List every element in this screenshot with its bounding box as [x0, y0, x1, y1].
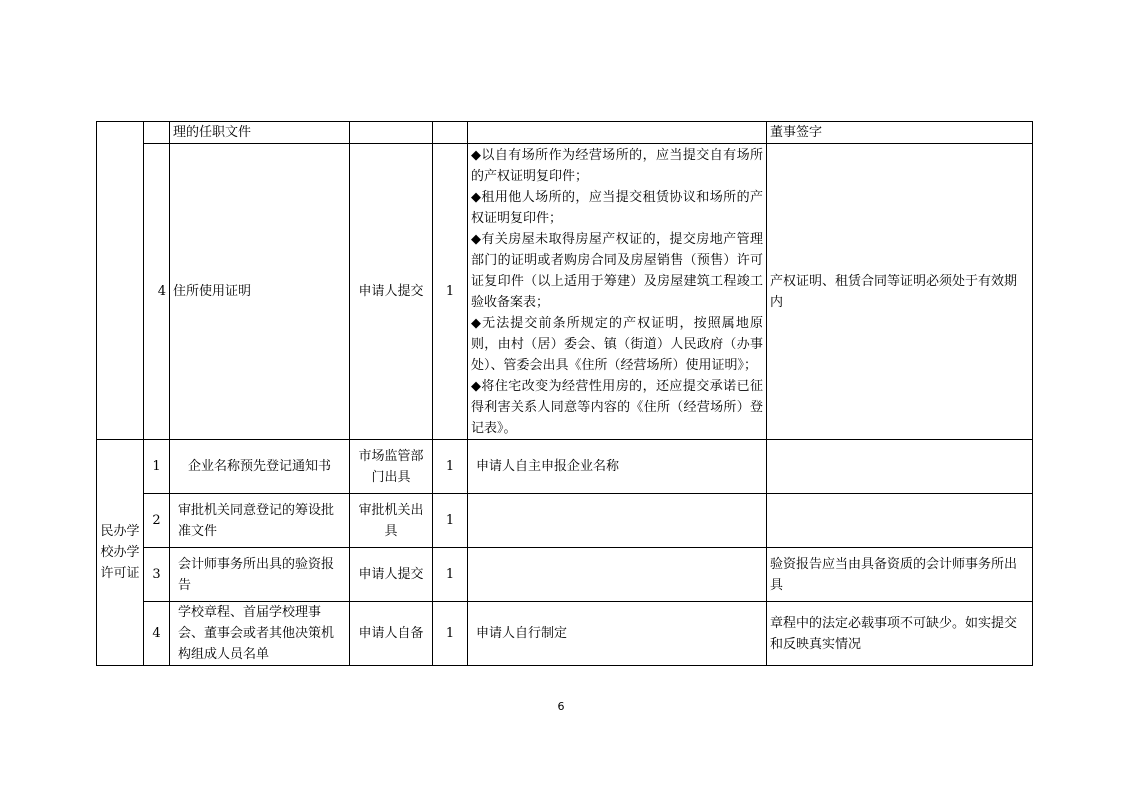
source-cell: 申请人提交 [350, 548, 433, 602]
requirement-item: ◆租用他人场所的，应当提交租赁协议和场所的产权证明复印件； [471, 189, 763, 226]
page-number: 6 [557, 700, 565, 713]
count-cell: 1 [433, 548, 468, 602]
requirement-cell [468, 494, 767, 548]
residence-row [97, 144, 1033, 440]
count-cell: 1 [433, 494, 468, 548]
count-cell: 1 [433, 602, 468, 666]
remark-cell [767, 494, 1033, 548]
source-cell [350, 122, 433, 144]
count-cell [433, 122, 468, 144]
category-cell-empty [97, 122, 144, 440]
remark-cell: 章程中的法定必载事项不可缺少。如实提交和反映真实情况 [767, 602, 1033, 666]
number-cell: 4 [144, 144, 170, 440]
requirement-item: ◆无法提交前条所规定的产权证明，按照属地原则，由村（居）委会、镇（街道）人民政府（办事处）、管委会出具《住所（经营场所）使用证明》； [471, 315, 763, 373]
number-cell: 2 [144, 494, 170, 548]
material-cell: 住所使用证明 [170, 144, 350, 440]
requirement-cell: 申请人自主申报企业名称 [468, 440, 767, 494]
material-cell: 会计师事务所出具的验资报告 [170, 548, 350, 602]
requirement-item: ◆将住宅改变为经营性用房的，还应提交承诺已征得利害关系人同意等内容的《住所（经营场所）登记表》。 [471, 378, 763, 436]
source-cell: 市场监管部门出具 [350, 440, 433, 494]
source-cell: 申请人自备 [350, 602, 433, 666]
requirement-cell [468, 122, 767, 144]
table-row [97, 440, 1033, 494]
material-cell: 理的任职文件 [170, 122, 350, 144]
number-cell: 3 [144, 548, 170, 602]
requirement-cell: 申请人自行制定 [468, 602, 767, 666]
requirement-item: ◆有关房屋未取得房屋产权证的，提交房地产管理部门的证明或者购房合同及房屋销售（预售）许可证复印件（以上适用于筹建）及房屋建筑工程竣工验收备案表； [471, 231, 763, 310]
number-cell: 4 [144, 602, 170, 666]
requirement-cell [468, 548, 767, 602]
number-cell: 1 [144, 440, 170, 494]
remark-cell [767, 440, 1033, 494]
material-cell: 企业名称预先登记通知书 [170, 440, 350, 494]
materials-table [96, 121, 1033, 666]
count-cell: 1 [433, 440, 468, 494]
count-cell: 1 [433, 144, 468, 440]
remark-cell: 产权证明、租赁合同等证明必须处于有效期内 [767, 144, 1033, 440]
material-cell: 审批机关同意登记的筹设批准文件 [170, 494, 350, 548]
remark-cell: 验资报告应当由具备资质的会计师事务所出具 [767, 548, 1033, 602]
remark-cell: 董事签字 [767, 122, 1033, 144]
table-row [97, 548, 1033, 602]
source-cell: 审批机关出具 [350, 494, 433, 548]
source-cell: 申请人提交 [350, 144, 433, 440]
table-row [97, 494, 1033, 548]
material-cell: 学校章程、首届学校理事会、董事会或者其他决策机构组成人员名单 [170, 602, 350, 666]
number-cell [144, 122, 170, 144]
requirement-cell [468, 144, 767, 440]
table-row [97, 602, 1033, 666]
continuation-row [97, 122, 1033, 144]
requirement-item: ◆以自有场所作为经营场所的，应当提交自有场所的产权证明复印件； [471, 147, 763, 184]
category-cell: 民办学校办学许可证 [97, 440, 144, 666]
